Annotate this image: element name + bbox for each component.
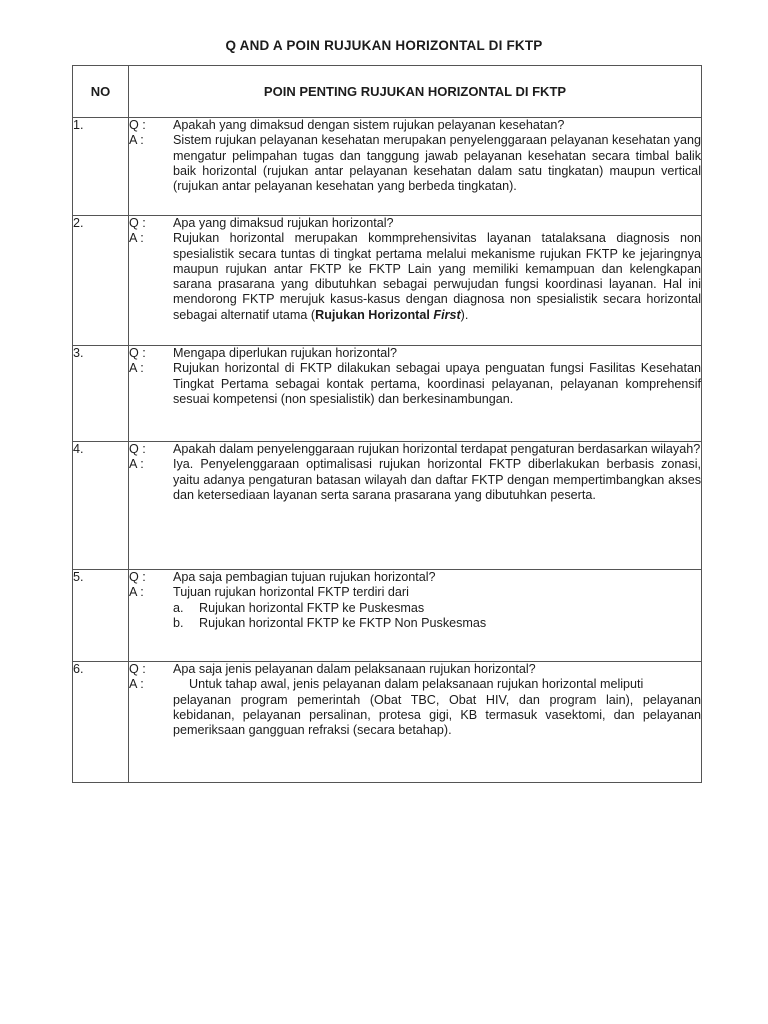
answer-emphasis-italic: First xyxy=(433,307,461,322)
header-no: NO xyxy=(73,66,129,118)
answer-tag: A : xyxy=(129,457,144,472)
table-row xyxy=(73,570,702,662)
answer-text: Iya. Penyelenggaraan optimalisasi rujukan horizontal FKTP diberlakukan berbasis zonasi, yaitu adanya pengaturan batasan wilayah dan daftar FKTP dengan mempertimbangkan akses dan ketersediaan layanan serta sarana prasarana yang dibutuhkan peserta. xyxy=(173,457,701,502)
answer-text: Rujukan horizontal di FKTP dilakukan sebagai upaya penguatan fungsi Fasilitas Kesehatan Tingkat Pertama sebagai kontak pertama, koordinasi pelayanan, pelayanan komprehensif sesuai kompetensi (non spesialistik) dan berkesinambungan. xyxy=(173,361,701,406)
answer-end: ). xyxy=(460,307,469,322)
question-text: Apakah dalam penyelenggaraan rujukan horizontal terdapat pengaturan berdasarkan wilayah? xyxy=(173,442,701,456)
question-line xyxy=(129,216,701,231)
list-item-text: Rujukan horizontal FKTP ke FKTP Non Puskesmas xyxy=(199,615,487,630)
table-row xyxy=(73,442,702,570)
question-line xyxy=(129,662,701,677)
row-content xyxy=(129,442,702,570)
question-text: Apa yang dimaksud rujukan horizontal? xyxy=(173,216,394,230)
row-number: 1. xyxy=(73,118,129,216)
row-content xyxy=(129,346,702,442)
row-number: 4. xyxy=(73,442,129,570)
answer-intro: Tujuan rujukan horizontal FKTP terdiri dari xyxy=(173,585,409,600)
table-row xyxy=(73,662,702,783)
table-header-row xyxy=(73,66,702,118)
row-content xyxy=(129,662,702,783)
list-item xyxy=(173,616,701,631)
answer-text: Untuk tahap awal, jenis pelayanan dalam pelaksanaan rujukan horizontal meliputi xyxy=(189,677,644,692)
answer-line xyxy=(129,133,701,194)
table-row xyxy=(73,118,702,216)
answer-tag: A : xyxy=(129,133,144,148)
question-text: Apa saja pembagian tujuan rujukan horizontal? xyxy=(173,570,436,584)
answer-line xyxy=(129,677,701,692)
question-text: Mengapa diperlukan rujukan horizontal? xyxy=(173,346,398,360)
row-number: 2. xyxy=(73,216,129,346)
question-tag: Q : xyxy=(129,442,146,456)
answer-line xyxy=(129,457,701,503)
question-text: Apa saja jenis pelayanan dalam pelaksanaan rujukan horizontal? xyxy=(173,662,536,676)
answer-tag: A : xyxy=(129,585,144,600)
answer-body: Rujukan horizontal merupakan kommprehensivitas layanan tatalaksana diagnosis non spesialistik secara tuntas di tingkat pertama melalui mekanisme rujukan FKTP ke jejaringnya maupun rujukan antar FKTP ke FKTP Lain yang memiliki kemampuan dan kelengkapan sarana prasarana yang dibutuhkan sebagai perwujudan fungsi koordinasi layanan. Hal ini mendorong FKTP merujuk kasus-kasus dengan diagnosa non spesialistik secara horizontal sebagai alternatif utama ( xyxy=(173,231,701,322)
row-number: 5. xyxy=(73,570,129,662)
question-tag: Q : xyxy=(129,346,146,360)
question-tag: Q : xyxy=(129,662,146,676)
header-content: POIN PENTING RUJUKAN HORIZONTAL DI FKTP xyxy=(129,66,702,118)
question-line xyxy=(129,442,701,457)
answer-tag: A : xyxy=(129,677,144,692)
answer-text xyxy=(173,585,701,631)
answer-line xyxy=(129,231,701,323)
answer-line xyxy=(129,361,701,407)
question-text: Apakah yang dimaksud dengan sistem rujukan pelayanan kesehatan? xyxy=(173,118,565,132)
question-tag: Q : xyxy=(129,216,146,230)
answer-tag: A : xyxy=(129,231,144,246)
question-line xyxy=(129,346,701,361)
row-content xyxy=(129,216,702,346)
answer-tag: A : xyxy=(129,361,144,376)
list-item-letter: b. xyxy=(173,615,184,630)
row-content xyxy=(129,570,702,662)
answer-continuation: pelayanan program pemerintah (Obat TBC, Obat HIV, dan program lain), pelayanan kebidanan, pelayanan persalinan, protesa gigi, KB termasuk vasektomi, dan pelayanan pemeriksaan gangguan refraksi (secara betahap). xyxy=(173,692,701,738)
answer-line xyxy=(129,585,701,631)
page-title: Q AND A POIN RUJUKAN HORIZONTAL DI FKTP xyxy=(225,38,543,53)
row-number: 6. xyxy=(73,662,129,783)
table-row xyxy=(73,346,702,442)
answer-text: Sistem rujukan pelayanan kesehatan merupakan penyelenggaraan pelayanan kesehatan yang mengatur pelimpahan tugas dan tanggung jawab pelayanan kesehatan secara timbal balik baik horizontal (rujukan antar pelayanan kesehatan dalam satu tingkatan) maupun vertical (rujukan antar pelayanan kesehatan yang berbeda tingkatan). xyxy=(173,133,701,194)
list-item-text: Rujukan horizontal FKTP ke Puskesmas xyxy=(199,600,425,615)
list-item xyxy=(173,601,701,616)
row-content xyxy=(129,118,702,216)
row-number: 3. xyxy=(73,346,129,442)
answer-emphasis: Rujukan Horizontal xyxy=(315,307,434,322)
qa-table xyxy=(72,65,702,783)
question-line xyxy=(129,570,701,585)
question-line xyxy=(129,118,701,133)
question-tag: Q : xyxy=(129,118,146,132)
list-item-letter: a. xyxy=(173,600,184,615)
answer-text xyxy=(173,231,701,323)
question-tag: Q : xyxy=(129,570,146,584)
table-row xyxy=(73,216,702,346)
